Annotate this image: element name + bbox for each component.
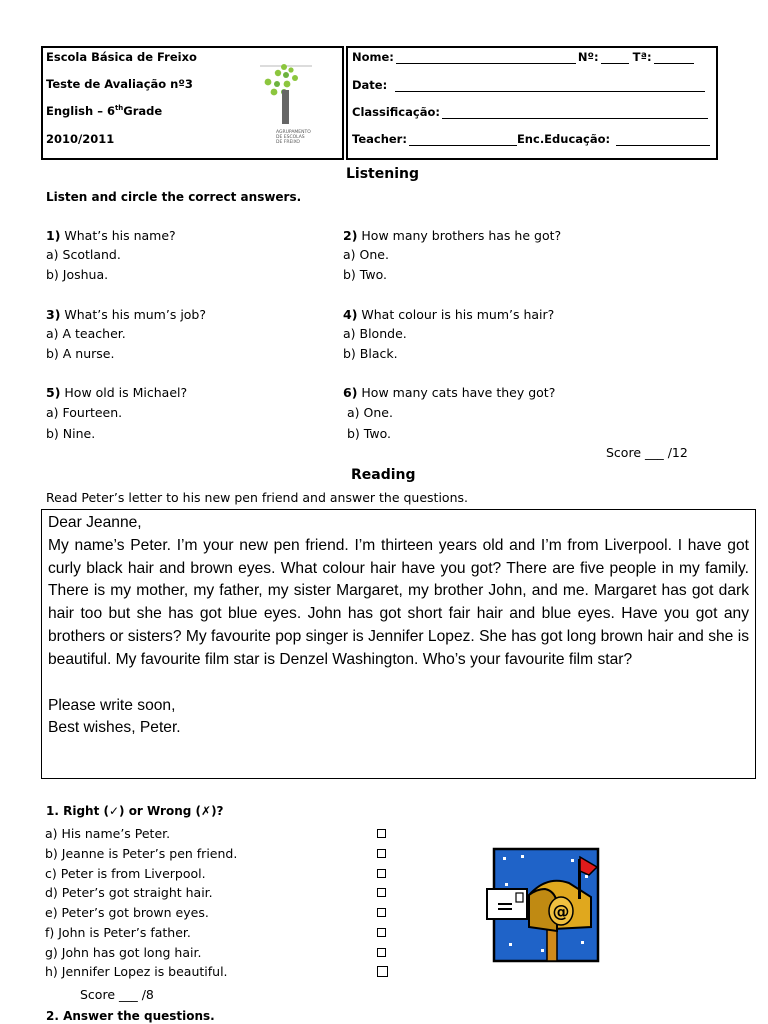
reading-instruction: Read Peter’s letter to his new pen friend and answer the questions. bbox=[46, 490, 468, 505]
letter-body: My name’s Peter. I’m your new pen friend. I’m thirteen years old and I’m from Liverpool. I have got curly black hair and brown eyes. What colour hair have you got? There are five people in my family. There is my mother, my father, my sister Margaret, my brother John, and me. Margaret has got dark hair too but she has got blue eyes. John has got short fair hair and blue eyes. Have you got any brothers or sisters? My favourite pop singer is Jennifer Lopez. She has got long brown hair and she is beautiful. My favourite film star is Denzel Washington. Who’s your favourite film star? bbox=[48, 536, 749, 668]
test-name: Teste de Avaliação nº3 bbox=[46, 77, 193, 91]
checkbox-f[interactable] bbox=[377, 928, 386, 937]
option-a[interactable]: a) Blonde. bbox=[343, 326, 407, 341]
checkbox-e[interactable] bbox=[377, 908, 386, 917]
letter-greeting: Dear Jeanne, bbox=[48, 514, 142, 531]
question-number: 5) bbox=[46, 385, 61, 400]
statement-e: e) Peter’s got brown eyes. bbox=[45, 905, 209, 920]
date-field[interactable] bbox=[395, 82, 705, 92]
question-number: 2) bbox=[343, 228, 358, 243]
name-field[interactable] bbox=[396, 54, 576, 64]
name-row bbox=[352, 50, 694, 64]
option-b[interactable]: b) Joshua. bbox=[46, 267, 109, 282]
grade-field[interactable] bbox=[442, 109, 708, 119]
date-label: Date: bbox=[352, 78, 388, 92]
checkbox-c[interactable] bbox=[377, 869, 386, 878]
subject-grade bbox=[46, 104, 162, 118]
statement-c: c) Peter is from Liverpool. bbox=[45, 866, 206, 881]
question-4 bbox=[343, 307, 554, 322]
checkbox-h[interactable] bbox=[377, 966, 388, 977]
name-label: Nome: bbox=[352, 50, 394, 64]
question-text: What’s his mum’s job? bbox=[60, 307, 207, 322]
option-a[interactable]: a) One. bbox=[347, 405, 393, 420]
listening-instruction: Listen and circle the correct answers. bbox=[46, 190, 302, 204]
logo-caption-line: DE ESCOLAS bbox=[276, 135, 305, 140]
school-logo-icon bbox=[258, 60, 318, 130]
checkbox-d[interactable] bbox=[377, 888, 386, 897]
statement-d: d) Peter’s got straight hair. bbox=[45, 885, 213, 900]
mailbox-icon bbox=[481, 845, 603, 965]
statement-h: h) Jennifer Lopez is beautiful. bbox=[45, 964, 228, 979]
option-b[interactable]: b) A nurse. bbox=[46, 346, 115, 361]
letter-signature: Best wishes, Peter. bbox=[48, 719, 181, 737]
statement-g: g) John has got long hair. bbox=[45, 945, 202, 960]
reading-title: Reading bbox=[351, 467, 416, 483]
svg-text:@: @ bbox=[552, 902, 570, 922]
listening-score: Score ___ /12 bbox=[606, 445, 688, 460]
teacher-label: Teacher: bbox=[352, 132, 407, 146]
statement-b: b) Jeanne is Peter’s pen friend. bbox=[45, 846, 238, 861]
option-b[interactable]: b) Two. bbox=[347, 426, 391, 441]
question-number: 6) bbox=[343, 385, 358, 400]
checkbox-a[interactable] bbox=[377, 829, 386, 838]
teacher-field[interactable] bbox=[409, 136, 517, 146]
exercise-2-title: 2. Answer the questions. bbox=[46, 1009, 215, 1023]
statement-f: f) John is Peter’s father. bbox=[45, 925, 191, 940]
class-label: Tª: bbox=[632, 50, 652, 64]
grade-label: Classificação: bbox=[352, 105, 440, 119]
guardian-field[interactable] bbox=[616, 136, 710, 146]
option-a[interactable]: a) One. bbox=[343, 247, 389, 262]
checkbox-b[interactable] bbox=[377, 849, 386, 858]
option-a[interactable]: a) Scotland. bbox=[46, 247, 121, 262]
option-a[interactable]: a) A teacher. bbox=[46, 326, 126, 341]
question-text: What’s his name? bbox=[60, 228, 176, 243]
option-b[interactable]: b) Black. bbox=[343, 346, 398, 361]
subject-suffix: Grade bbox=[123, 104, 163, 118]
option-a[interactable]: a) Fourteen. bbox=[46, 405, 123, 420]
question-2 bbox=[343, 228, 561, 243]
subject-sup: th bbox=[114, 104, 124, 113]
school-year: 2010/2011 bbox=[46, 132, 115, 146]
question-number: 4) bbox=[343, 307, 358, 322]
question-number: 1) bbox=[46, 228, 61, 243]
question-text: How old is Michael? bbox=[60, 385, 188, 400]
statement-a: a) His name’s Peter. bbox=[45, 826, 171, 841]
header-double-line bbox=[347, 46, 348, 160]
logo-caption bbox=[276, 130, 311, 145]
question-text: How many brothers has he got? bbox=[357, 228, 562, 243]
school-name: Escola Básica de Freixo bbox=[46, 50, 197, 64]
letter-closing: Please write soon, bbox=[48, 696, 176, 714]
question-text: What colour is his mum’s hair? bbox=[357, 307, 555, 322]
question-6 bbox=[343, 385, 555, 400]
letter-box bbox=[41, 509, 756, 779]
guardian-label: Enc.Educação: bbox=[516, 132, 611, 146]
question-1 bbox=[46, 228, 176, 243]
question-5 bbox=[46, 385, 187, 400]
logo-caption-line: DE FREIXO bbox=[276, 140, 300, 145]
logo-caption-line: AGRUPAMENTO bbox=[276, 130, 311, 135]
date-row bbox=[352, 78, 705, 92]
checkbox-g[interactable] bbox=[377, 948, 386, 957]
class-field[interactable] bbox=[654, 54, 694, 64]
number-field[interactable] bbox=[601, 54, 629, 64]
exercise-1-score: Score ___ /8 bbox=[80, 987, 154, 1002]
option-b[interactable]: b) Nine. bbox=[46, 426, 96, 441]
grade-row bbox=[352, 105, 708, 119]
option-b[interactable]: b) Two. bbox=[343, 267, 387, 282]
teacher-row bbox=[352, 132, 710, 146]
number-label: Nº: bbox=[577, 50, 599, 64]
question-text: How many cats have they got? bbox=[357, 385, 556, 400]
question-number: 3) bbox=[46, 307, 61, 322]
listening-title: Listening bbox=[346, 166, 419, 182]
question-3 bbox=[46, 307, 206, 322]
exercise-1-title: 1. Right (✓) or Wrong (✗)? bbox=[46, 804, 224, 818]
subject-prefix: English – 6 bbox=[46, 104, 115, 118]
